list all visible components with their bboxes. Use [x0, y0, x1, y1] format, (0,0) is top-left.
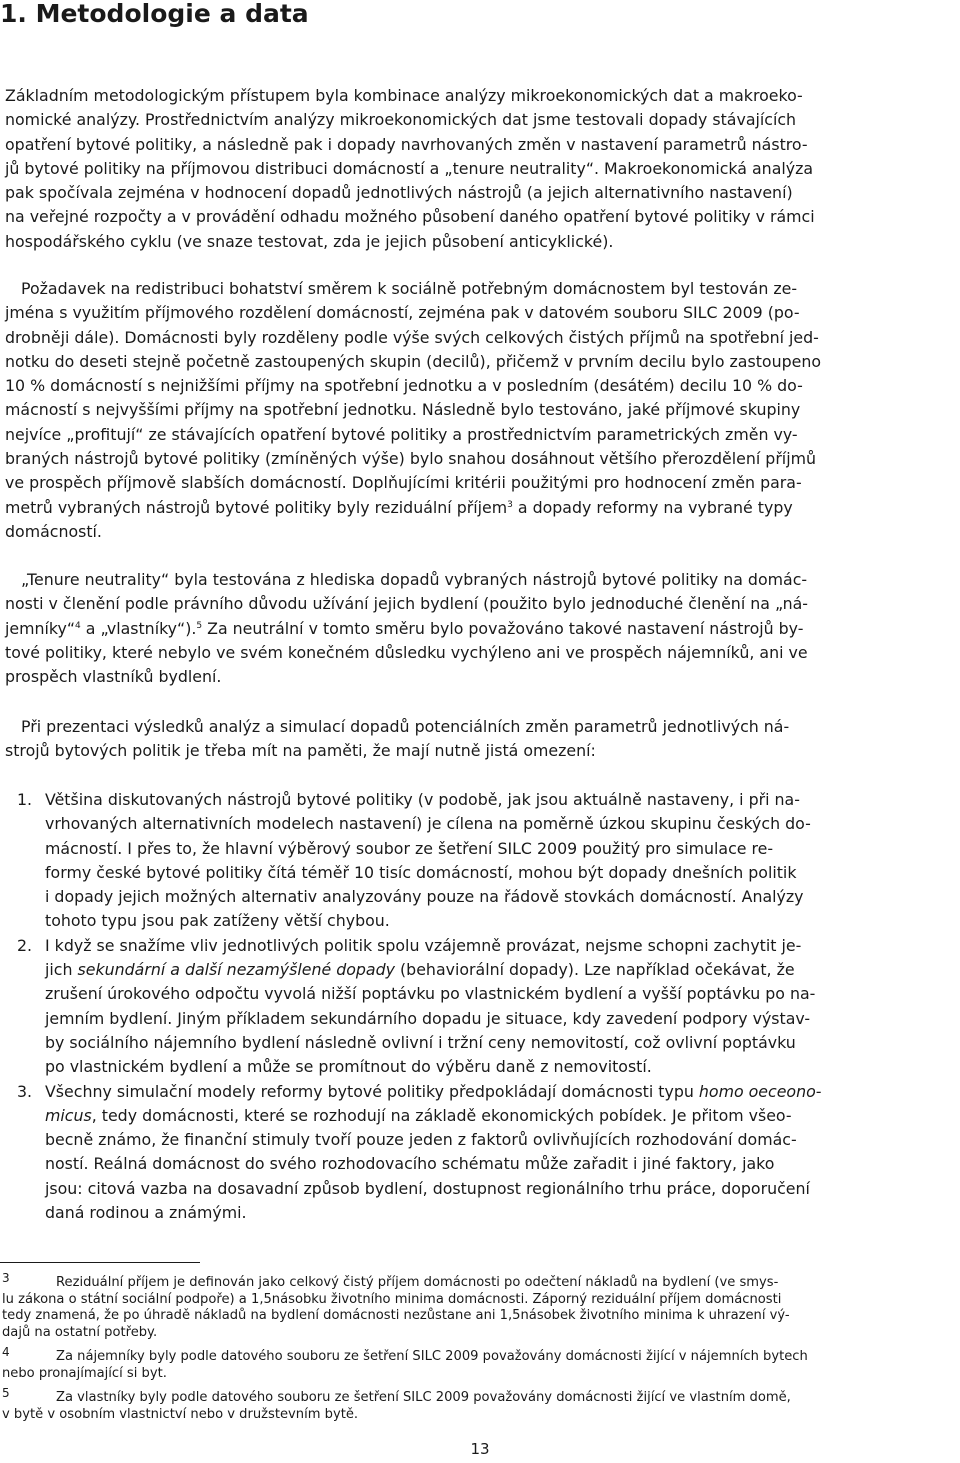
text-line: mácností s nejvyššími příjmy na spotřební jednotku. Následně bylo testováno, jaké příjmové skupiny	[5, 400, 801, 420]
text-line: 10 % domácností s nejnižšími příjmy na spotřební jednotku a v posledním (desátém) decilu 10 % do-	[5, 376, 803, 396]
text-line: „Tenure neutrality“ byla testována z hlediska dopadů vybraných nástrojů bytové politiky na domác-	[21, 570, 808, 589]
footnote-line	[2, 1385, 957, 1407]
text-line: Základním metodologickým přístupem byla kombinace analýzy mikroekonomických dat a makroeko-	[5, 86, 803, 105]
page-number: 13	[470, 1440, 490, 1458]
text-line	[5, 496, 957, 520]
text-line: po vlastnickém bydlení a může se promítnout do výběru daně z nemovitostí.	[45, 1057, 652, 1077]
footnote-ref-5[interactable]: 5	[196, 620, 203, 631]
text-span: a dopady reformy na vybrané typy	[512, 497, 793, 517]
footnote-ref-3[interactable]: 3	[507, 499, 513, 510]
text-line	[45, 1104, 957, 1128]
text-line: jů bytové politiky na příjmovou distribuci domácností a „tenure neutrality“. Makroekonomická analýza	[5, 158, 814, 178]
limitations-list	[0, 788, 957, 1225]
emphasis-text: sekundární a další nezamýšlené dopady	[77, 960, 395, 980]
footnote-line: dajů na ostatní potřeby.	[2, 1324, 158, 1340]
paragraph-methodology	[5, 84, 957, 254]
footnote-mark: 5	[2, 1386, 10, 1400]
text-line	[45, 1080, 957, 1104]
footnote-ref-4[interactable]: 4	[75, 620, 81, 631]
text-line: Většina diskutovaných nástrojů bytové politiky (v podobě, jak jsou aktuálně nastaveny, i při na-	[45, 790, 800, 809]
footnote-mark: 3	[2, 1271, 10, 1285]
text-line: nomické analýzy. Prostřednictvím analýzy mikroekonomických dat jsme testovali dopady stávajících	[5, 110, 797, 130]
text-span: metrů vybraných nástrojů bytové politiky byly reziduální příjem	[5, 497, 508, 517]
text-line: by sociálního nájemního bydlení následně ovlivní i tržní ceny nemovitostí, což ovlivní poptávku	[45, 1032, 796, 1052]
text-line: nejvíce „profitují“ ze stávajících opatření bytové politiky a prostřednictvím parametrických změn vy-	[5, 424, 798, 444]
text-line: formy české bytové politiky čítá téměř 10 tisíc domácností, mohou být dopady dnešních politik	[45, 862, 797, 882]
text-line: Požadavek na redistribuci bohatství směrem k sociálně potřebným domácnostem byl testován ze-	[21, 279, 798, 298]
text-line: daná rodinou a známými.	[45, 1203, 247, 1223]
footnote-line: lu zákona o státní sociální podpoře) a 1,5násobku životního minima domácnosti. Záporný reziduální příjem domácnosti	[2, 1291, 782, 1307]
text-span: Za vlastníky byly podle datového souboru ze šetření SILC 2009 považovány domácnosti žijící ve vlastním domě,	[56, 1390, 791, 1405]
text-line: drobněji dále). Domácnosti byly rozděleny podle výše svých celkových čistých příjmů na spotřební jed-	[5, 327, 819, 347]
footnote-line: nebo pronajímající si byt.	[2, 1365, 167, 1381]
text-line: jména s využitím příjmového rozdělení domácností, zejména pak v datovém souboru SILC 2009 (po-	[5, 303, 800, 323]
emphasis-text: micus	[45, 1105, 92, 1125]
section-heading: 1. Metodologie a data	[0, 0, 309, 28]
footnote-line	[2, 1344, 957, 1366]
paragraph-tenure-neutrality	[5, 568, 957, 689]
text-span: Reziduální příjem je definován jako celkový čistý příjem domácnosti po odečtení nákladů na bydlení (ve smys-	[56, 1275, 779, 1290]
text-line: vrhovaných alternativních modelech nastavení) je cílena na poměrně úzkou skupinu českých do-	[45, 814, 811, 834]
list-item	[0, 788, 957, 934]
text-line: ností. Reálná domácnost do svého rozhodovacího schématu může zařadit i jiné faktory, jako	[45, 1154, 775, 1174]
text-line: jsou: citová vazba na dosavadní způsob bydlení, dostupnost regionálního trhu práce, doporučení	[45, 1178, 810, 1198]
text-line: na veřejné rozpočty a v provádění odhadu možného působení daného opatření bytové politiky v rámci	[5, 207, 815, 227]
footnote-mark: 4	[2, 1345, 10, 1359]
text-line: zrušení úrokového odpočtu vyvolá nižší poptávku po vlastnickém bydlení a vyšší poptávku po na-	[45, 984, 816, 1004]
text-line: mácností. I přes to, že hlavní výběrový soubor ze šetření SILC 2009 použitý pro simulace re-	[45, 838, 774, 858]
text-line: Při prezentaci výsledků analýz a simulací dopadů potenciálních změn parametrů jednotlivých ná-	[21, 717, 790, 736]
text-span: Všechny simulační modely reformy bytové politiky předpokládají domácnosti typu	[45, 1081, 699, 1101]
footnote-separator	[0, 1262, 200, 1263]
text-line	[45, 958, 957, 982]
text-line: pak spočívala zejména v hodnocení dopadů jednotlivých nástrojů (a jejich alternativního nastavení)	[5, 183, 793, 203]
footnote-3	[2, 1270, 957, 1341]
text-line: becně známo, že finanční stimuly tvoří pouze jeden z faktorů ovlivňujících rozhodování domác-	[45, 1130, 797, 1150]
text-span: Za neutrální v tomto směru bylo považováno takové nastavení nástrojů by-	[202, 618, 804, 638]
footnotes	[2, 1270, 957, 1423]
emphasis-text: homo oeceono-	[698, 1081, 822, 1101]
text-line: braných nástrojů bytové politiky (zmíněných výše) bylo snahou dosáhnout většího přerozdělení příjmů	[5, 449, 816, 469]
text-line: opatření bytové politiky, a následně pak i dopady navrhovaných změn v nastavení parametrů nástro-	[5, 134, 808, 154]
text-span: , tedy domácnosti, které se rozhodují na základě ekonomických pobídek. Je přitom všeo-	[91, 1105, 792, 1125]
text-line: notku do deseti stejně početně zastoupených skupin (decilů), přičemž v prvním decilu bylo zastoupeno	[5, 351, 821, 371]
text-span: (behaviorální dopady). Lze například očekávat, že	[395, 960, 795, 980]
text-line: hospodářského cyklu (ve snaze testovat, zda je jejich působení anticyklické).	[5, 231, 614, 251]
list-number: 2.	[17, 935, 33, 955]
list-item	[0, 934, 957, 1080]
text-line: tové politiky, které nebylo ve svém konečném důsledku vychýleno ani ve prospěch nájemníků, ani ve	[5, 642, 808, 662]
footnote-line	[2, 1270, 957, 1292]
list-item	[0, 1080, 957, 1226]
text-line: jemním bydlení. Jiným příkladem sekundárního dopadu je situace, kdy zavedení podpory výstav-	[45, 1008, 811, 1028]
text-line: domácností.	[5, 521, 102, 541]
list-number: 1.	[17, 790, 33, 809]
text-line	[5, 617, 957, 641]
paragraph-redistribution	[5, 277, 957, 544]
text-span: jemníky“	[5, 618, 76, 638]
text-line: tohoto typu jsou pak zatíženy větší chybou.	[45, 911, 390, 931]
paragraph-limitations-intro	[5, 715, 957, 764]
text-span: jich	[45, 960, 78, 980]
text-span: Za nájemníky byly podle datového souboru ze šetření SILC 2009 považovány domácnosti žijící v nájemních bytech	[56, 1349, 808, 1364]
text-line: strojů bytových politik je třeba mít na paměti, že mají nutně jistá omezení:	[5, 741, 596, 761]
text-line: ve prospěch příjmově slabších domácností. Doplňujícími kritérii použitými pro hodnocení změn para-	[5, 473, 802, 493]
text-line: prospěch vlastníků bydlení.	[5, 667, 222, 687]
footnote-4	[2, 1344, 957, 1382]
text-line: I když se snažíme vliv jednotlivých politik spolu vzájemně provázat, nejsme schopni zachytit je-	[45, 935, 802, 955]
footnote-line: tedy znamená, že po úhradě nákladů na bydlení domácnosti nezůstane ani 1,5násobek životního minima k uhrazení vý-	[2, 1308, 790, 1323]
text-line: nosti v členění podle právního důvodu užívání jejich bydlení (použito bylo jednoduché členění na „ná-	[5, 594, 808, 614]
footnote-5	[2, 1385, 957, 1423]
list-number: 3.	[17, 1081, 33, 1101]
footnote-line: v bytě v osobním vlastnictví nebo v družstevním bytě.	[2, 1406, 359, 1422]
text-span: a „vlastníky“).	[80, 618, 197, 638]
text-line: i dopady jejich možných alternativ analyzovány pouze na řádově stovkách domácností. Analýzy	[45, 887, 804, 907]
